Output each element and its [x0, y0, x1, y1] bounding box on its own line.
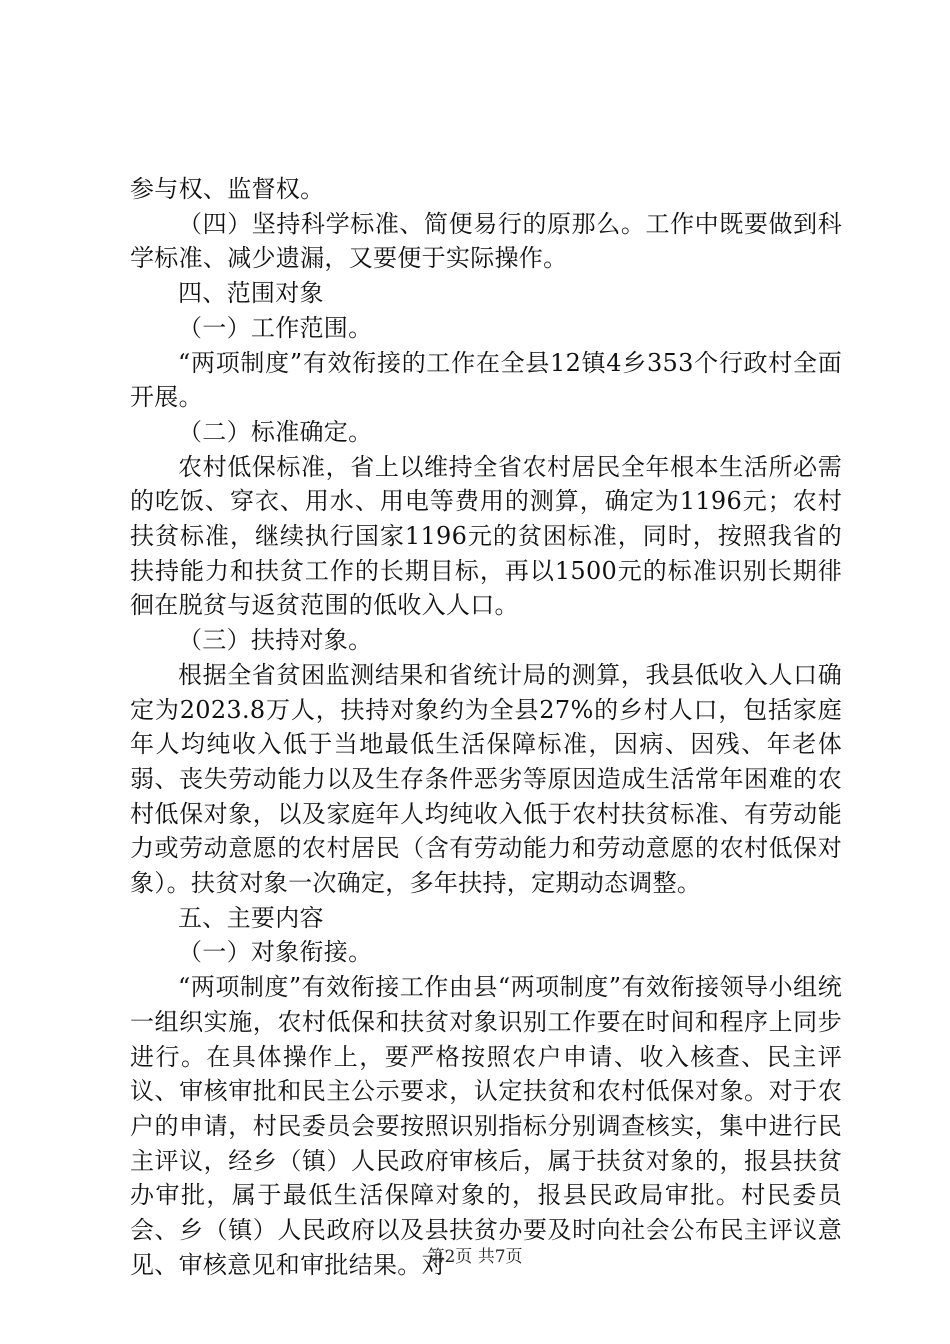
section-heading: 四、范围对象	[178, 279, 324, 308]
paragraph: 参与权、监督权。	[130, 175, 325, 203]
subsection-heading: （一）工作范围。	[178, 313, 373, 342]
section-heading: 五、主要内容	[178, 903, 324, 932]
paragraph: “两项制度”有效衔接的工作在全县12镇4乡353个行政村全面开展。	[130, 348, 842, 412]
subsection-heading: （三）扶持对象。	[178, 626, 373, 655]
paragraph: 根据全省贫困监测结果和省统计局的测算，我县低收入人口确定为2023.8万人，扶持对象约为全县27%的乡村人口，包括家庭年人均纯收入低于当地最低生活保障标准，因病、因残、年老体弱、丧失劳动能力以及生存条件恶劣等原因造成生活常年困难的农村低保对象，以及家庭年人均纯收入低于农村扶贫标准、有劳动能力或劳动意愿的农村居民（含有劳动能力和劳动意愿的农村低保对象）。扶贫对象一次确定，多年扶持，定期动态调整。	[130, 660, 842, 898]
subsection-heading: （二）标准确定。	[178, 417, 373, 446]
page-number-footer: 第2页 共7页	[427, 1247, 523, 1267]
subsection-heading: （一）对象衔接。	[178, 938, 373, 967]
document-body	[130, 172, 842, 1283]
paragraph: 农村低保标准，省上以维持全省农村居民全年根本生活所必需的吃饭、穿衣、用水、用电等费用的测算，确定为1196元；农村扶贫标准，继续执行国家1196元的贫困标准，同时，按照我省的扶持能力和扶贫工作的长期目标，再以1500元的标准识别长期徘徊在脱贫与返贫范围的低收入人口。	[130, 452, 842, 620]
paragraph: “两项制度”有效衔接工作由县“两项制度”有效衔接领导小组统一组织实施，农村低保和扶贫对象识别工作要在时间和程序上同步进行。在具体操作上，要严格按照农户申请、收入核查、民主评议、审核审批和民主公示要求，认定扶贫和农村低保对象。对于农户的申请，村民委员会要按照识别指标分别调查核实，集中进行民主评议，经乡（镇）人民政府审核后，属于扶贫对象的，报县扶贫办审批，属于最低生活保障对象的，报县民政局审批。村民委员会、乡（镇）人民政府以及县扶贫办要及时向社会公布民主评议意见、审核意见和审批结果。对	[130, 973, 842, 1279]
paragraph: （四）坚持科学标准、简便易行的原那么。工作中既要做到科学标准、减少遗漏，又要便于实际操作。	[130, 209, 842, 273]
